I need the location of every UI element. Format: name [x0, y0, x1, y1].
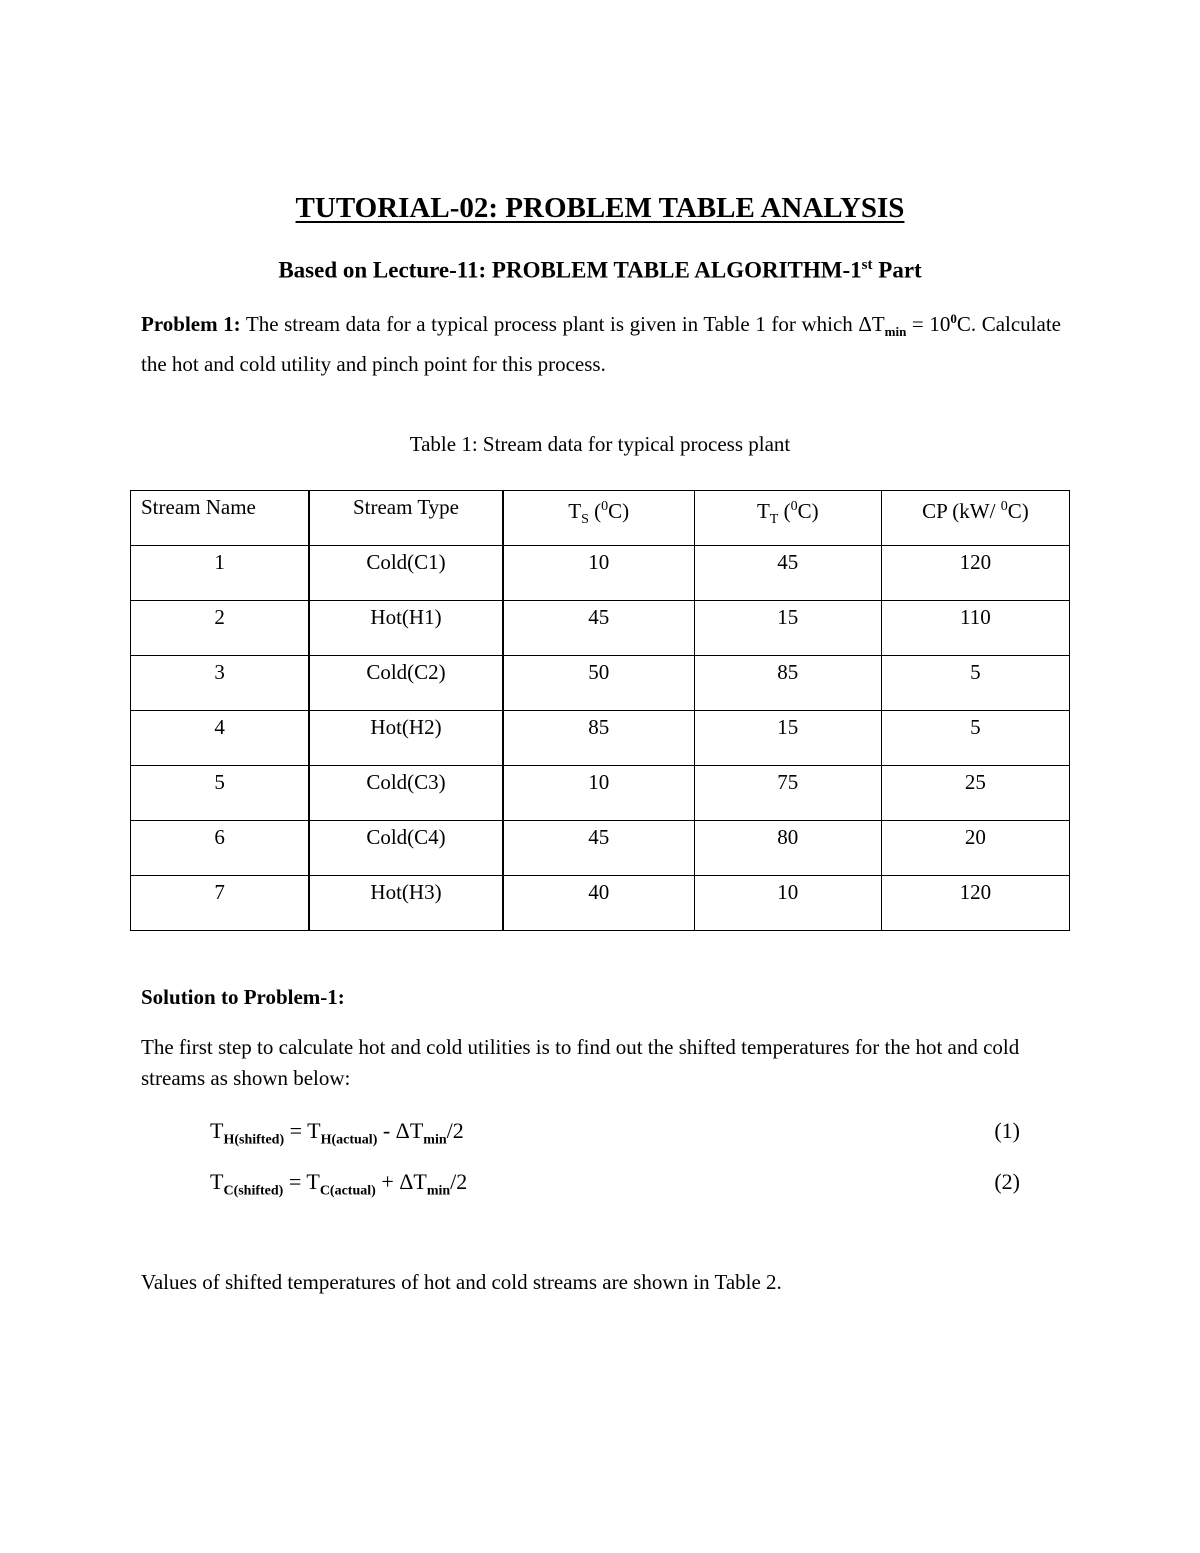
solution-intro: The first step to calculate hot and cold utilities is to find out the shifted temperatures for the hot and cold streams as shown below: — [141, 1035, 1020, 1090]
eq1-equals: = — [284, 1118, 308, 1143]
header-ts-sub: S — [581, 512, 589, 528]
cell-cp: 25 — [881, 766, 1069, 821]
solution-heading: Solution to Problem-1: — [141, 985, 345, 1009]
eq1-operator: - ΔT — [377, 1118, 424, 1143]
cell-cp: 5 — [881, 656, 1069, 711]
header-stream-name: Stream Name — [131, 491, 310, 546]
table-row — [131, 766, 1070, 821]
header-tt-open: ( — [778, 499, 791, 523]
cell-stream-name: 2 — [131, 601, 310, 656]
cell-tt: 15 — [694, 601, 881, 656]
eq1-tail: /2 — [446, 1118, 464, 1143]
cell-ts: 85 — [503, 711, 695, 766]
eq2-lhs-sub: C(shifted) — [223, 1183, 284, 1199]
header-cp-open: CP (kW/ — [922, 499, 1001, 523]
cell-ts: 50 — [503, 656, 695, 711]
cell-stream-type: Hot(H1) — [309, 601, 502, 656]
eq1-rhs-main: T — [307, 1118, 321, 1143]
table-row — [131, 711, 1070, 766]
header-tt-sub: T — [769, 512, 779, 528]
table-row — [131, 821, 1070, 876]
header-ts-main: T — [568, 499, 582, 523]
cell-cp: 20 — [881, 821, 1069, 876]
cell-stream-name: 1 — [131, 546, 310, 601]
problem-text-3: C. Calculate the hot and cold utility and pinch point for this process. — [141, 312, 1061, 377]
cell-ts: 10 — [503, 546, 695, 601]
header-cp — [881, 491, 1069, 546]
cell-tt: 85 — [694, 656, 881, 711]
header-ts-close: C) — [608, 499, 630, 523]
cell-stream-name: 3 — [131, 656, 310, 711]
cell-stream-name: 7 — [131, 876, 310, 931]
equation-2 — [210, 1167, 1020, 1206]
table-row — [131, 546, 1070, 601]
eq1-lhs-sub: H(shifted) — [223, 1132, 285, 1148]
problem-text-2: = 10 — [906, 312, 951, 336]
cell-ts: 45 — [503, 821, 695, 876]
eq2-operator: + ΔT — [375, 1169, 427, 1194]
cell-cp: 5 — [881, 711, 1069, 766]
cell-cp: 110 — [881, 601, 1069, 656]
equation-number-2: (2) — [994, 1169, 1020, 1194]
cell-tt: 10 — [694, 876, 881, 931]
header-tt-close: C) — [797, 499, 819, 523]
header-tt-sup: 0 — [790, 499, 798, 514]
cell-stream-type: Hot(H3) — [309, 876, 502, 931]
table-row — [131, 656, 1070, 711]
cell-tt: 80 — [694, 821, 881, 876]
page-subtitle — [0, 250, 1200, 286]
cell-stream-type: Cold(C4) — [309, 821, 502, 876]
problem-statement — [141, 302, 1061, 381]
problem-label: Problem 1: — [141, 312, 241, 336]
table-caption: Table 1: Stream data for typical process plant — [409, 432, 791, 456]
eq2-equals: = — [283, 1169, 307, 1194]
subtitle-superscript: st — [861, 257, 873, 273]
header-ts — [503, 491, 695, 546]
cell-cp: 120 — [881, 876, 1069, 931]
header-ts-sup: 0 — [601, 499, 609, 514]
eq2-tail: /2 — [450, 1169, 468, 1194]
header-cp-sup: 0 — [1000, 499, 1008, 514]
closing-text: Values of shifted temperatures of hot and cold streams are shown in Table 2. — [141, 1270, 782, 1294]
page-title: TUTORIAL-02: PROBLEM TABLE ANALYSIS — [295, 192, 905, 224]
eq2-delta-sub: min — [426, 1183, 451, 1199]
subtitle-main: PROBLEM TABLE ALGORITHM-1 — [491, 257, 862, 283]
eq2-rhs-main: T — [306, 1169, 320, 1194]
cell-cp: 120 — [881, 546, 1069, 601]
stream-data-table — [130, 490, 1070, 931]
cell-ts: 10 — [503, 766, 695, 821]
header-cp-close: C) — [1007, 499, 1029, 523]
subtitle-lead: Based on Lecture-11: — [278, 257, 492, 283]
cell-stream-type: Cold(C1) — [309, 546, 502, 601]
header-ts-open: ( — [588, 499, 602, 523]
eq1-rhs-sub: H(actual) — [320, 1132, 378, 1148]
cell-tt: 15 — [694, 711, 881, 766]
cell-stream-name: 6 — [131, 821, 310, 876]
eq1-delta-sub: min — [423, 1132, 447, 1148]
table-row — [131, 601, 1070, 656]
equation-number-1: (1) — [994, 1118, 1020, 1143]
problem-text-1: The stream data for a typical process plant is given in Table 1 for which ΔT — [240, 312, 885, 336]
problem-degree-sup: 0 — [950, 311, 957, 326]
cell-stream-type: Hot(H2) — [309, 711, 502, 766]
cell-stream-type: Cold(C2) — [309, 656, 502, 711]
eq1-lhs-main: T — [210, 1118, 224, 1143]
cell-ts: 45 — [503, 601, 695, 656]
subtitle-tail: Part — [872, 257, 922, 283]
table-header-row — [131, 491, 1070, 546]
cell-tt: 75 — [694, 766, 881, 821]
header-stream-type: Stream Type — [309, 491, 502, 546]
cell-stream-name: 5 — [131, 766, 310, 821]
eq2-lhs-main: T — [210, 1169, 224, 1194]
cell-tt: 45 — [694, 546, 881, 601]
header-tt-main: T — [756, 499, 770, 523]
cell-ts: 40 — [503, 876, 695, 931]
equation-1 — [210, 1116, 1020, 1155]
cell-stream-type: Cold(C3) — [309, 766, 502, 821]
table-row — [131, 876, 1070, 931]
header-tt — [694, 491, 881, 546]
cell-stream-name: 4 — [131, 711, 310, 766]
problem-delta-sub: min — [884, 324, 907, 340]
eq2-rhs-sub: C(actual) — [319, 1183, 376, 1199]
